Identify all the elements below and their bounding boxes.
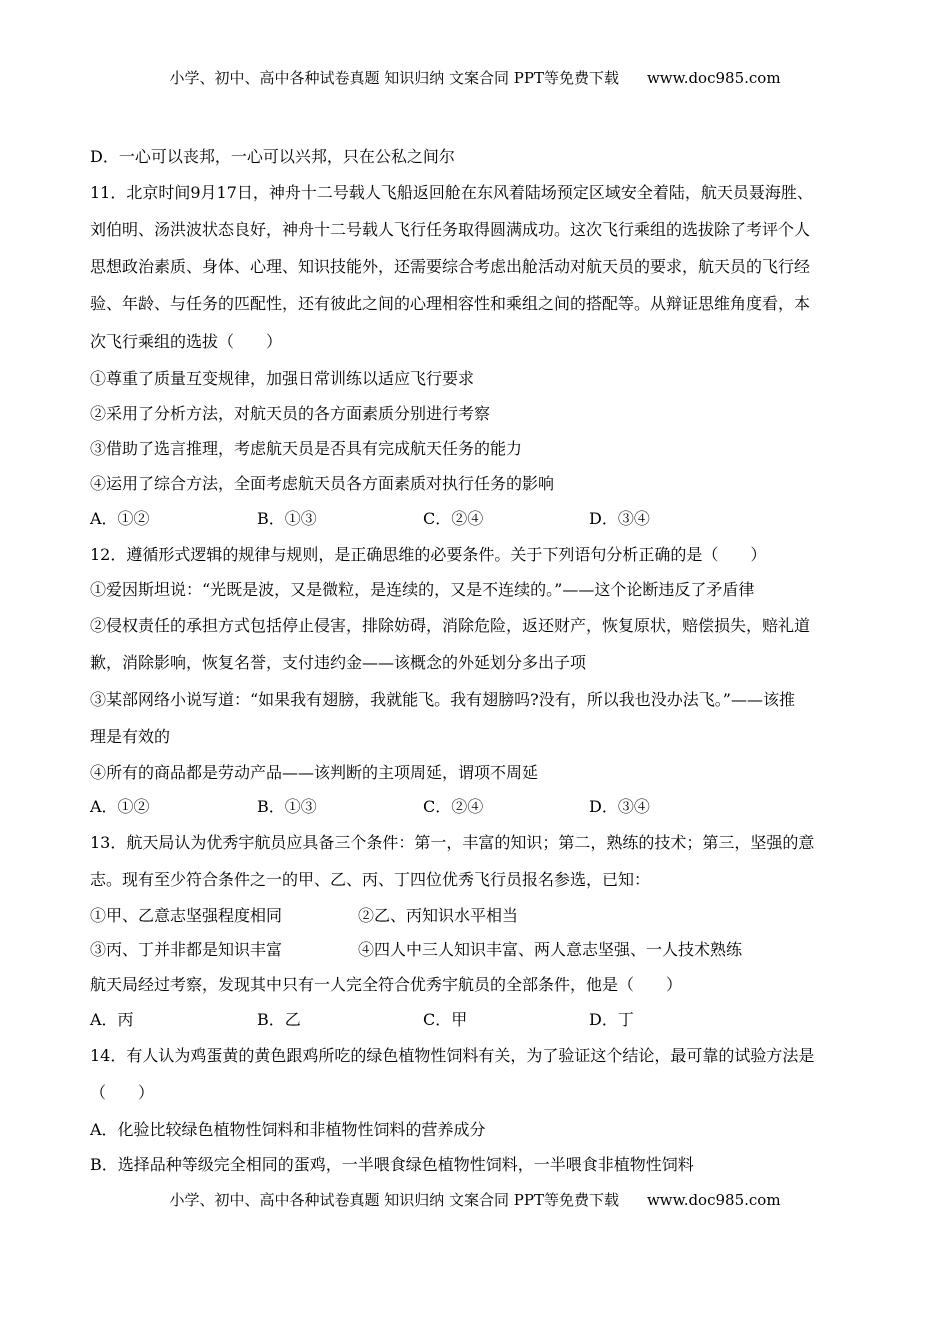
q12-option-c[interactable]: C．②④	[423, 797, 484, 816]
q11-stem-line: 验、年龄、与任务的匹配性，还有彼此之间的心理相容性和乘组之间的搭配等。从辩证思维角度看，本	[90, 294, 811, 313]
q12-statement-2: ②侵权责任的承担方式包括停止侵害，排除妨碍，消除危险，返还财产，恢复原状，赔偿损失，赔礼道	[90, 616, 811, 635]
q13-option-b[interactable]: B．乙	[257, 1010, 301, 1029]
footer-text: 小学、初中、高中各种试卷真题 知识归纳 文案合同 PPT等免费下载	[169, 1191, 619, 1209]
q11-stem-line: 刘伯明、汤洪波状态良好，神舟十二号载人飞行任务取得圆满成功。这次飞行乘组的选拔除了考评个人	[90, 220, 811, 239]
q12-options	[90, 797, 790, 817]
q11-statement-1: ①尊重了质量互变规律，加强日常训练以适应飞行要求	[90, 369, 475, 388]
q14-stem-line: （ ）	[90, 1083, 155, 1102]
q12-statement-3-cont: 理是有效的	[90, 727, 171, 746]
q12-stem-line: 12．遵循形式逻辑的规律与规则，是正确思维的必要条件。关于下列语句分析正确的是（ ）	[90, 545, 767, 564]
q12-statement-4: ④所有的商品都是劳动产品——该判断的主项周延，谓项不周延	[90, 763, 539, 782]
q13-question: 航天局经过考察，发现其中只有一人完全符合优秀宇航员的全部条件，他是（ ）	[90, 975, 683, 994]
q11-stem-line: 思想政治素质、身体、心理、知识技能外，还需要综合考虑出舱活动对航天员的要求，航天员的飞行经	[90, 257, 811, 276]
q14-option-b[interactable]: B．选择品种等级完全相同的蛋鸡，一半喂食绿色植物性饲料，一半喂食非植物性饲料	[90, 1155, 694, 1174]
q11-statement-2: ②采用了分析方法，对航天员的各方面素质分别进行考察	[90, 404, 491, 423]
q14-option-a[interactable]: A．化验比较绿色植物性饲料和非植物性饲料的营养成分	[90, 1120, 486, 1139]
q13-options	[90, 1010, 790, 1030]
q11-option-b[interactable]: B．①③	[257, 509, 317, 528]
q11-option-d[interactable]: D．③④	[589, 509, 650, 528]
q12-statement-1: ①爱因斯坦说：“光既是波，又是微粒，是连续的，又是不连续的。”——这个论断违反了矛盾律	[90, 580, 755, 599]
q13-option-d[interactable]: D．丁	[589, 1010, 634, 1029]
q13-condition-1: ①甲、乙意志坚强程度相同	[90, 906, 283, 925]
page-footer	[0, 1190, 950, 1210]
q11-option-a[interactable]: A．①②	[90, 509, 150, 528]
q12-option-b[interactable]: B．①③	[257, 797, 317, 816]
q12-statement-3: ③某部网络小说写道：“如果我有翅膀，我就能飞。我有翅膀吗?没有，所以我也没办法飞。”——该推	[90, 690, 795, 709]
q13-stem-line: 13．航天局认为优秀宇航员应具备三个条件：第一，丰富的知识；第二，熟练的技术；第三，坚强的意	[90, 833, 815, 852]
header-text: 小学、初中、高中各种试卷真题 知识归纳 文案合同 PPT等免费下载	[169, 69, 619, 87]
q13-condition-2: ②乙、丙知识水平相当	[358, 906, 519, 925]
footer-site-link[interactable]: www.doc985.com	[646, 1191, 781, 1209]
q13-stem-line: 志。现有至少符合条件之一的甲、乙、丙、丁四位优秀飞行员报名参选，已知：	[90, 870, 651, 889]
q13-condition-4: ④四人中三人知识丰富、两人意志坚强、一人技术熟练	[358, 940, 743, 959]
q13-option-c[interactable]: C．甲	[423, 1010, 468, 1029]
q12-option-d[interactable]: D．③④	[589, 797, 650, 816]
q11-stem-line: 11．北京时间9月17日，神舟十二号载人飞船返回舱在东风着陆场预定区域安全着陆，航天员聂海胜、	[90, 183, 813, 202]
q13-conditions-row-2	[90, 940, 790, 960]
q12-statement-2-cont: 歉，消除影响，恢复名誉，支付违约金——该概念的外延划分多出子项	[90, 653, 587, 672]
q13-option-a[interactable]: A．丙	[90, 1010, 134, 1029]
q11-stem-line: 次飞行乘组的选拔（ ）	[90, 332, 283, 351]
q12-option-a[interactable]: A．①②	[90, 797, 150, 816]
q14-stem-line: 14．有人认为鸡蛋黄的黄色跟鸡所吃的绿色植物性饲料有关，为了验证这个结论，最可靠的试验方法是	[90, 1046, 815, 1065]
q11-option-c[interactable]: C．②④	[423, 509, 484, 528]
header-site-link[interactable]: www.doc985.com	[646, 69, 781, 87]
option-d-prev: D．一心可以丧邦，一心可以兴邦，只在公私之间尔	[90, 147, 455, 166]
page-header	[0, 68, 950, 88]
q11-statement-3: ③借助了选言推理，考虑航天员是否具有完成航天任务的能力	[90, 439, 523, 458]
q11-options	[90, 509, 790, 529]
q11-statement-4: ④运用了综合方法，全面考虑航天员各方面素质对执行任务的影响	[90, 474, 555, 493]
q13-condition-3: ③丙、丁并非都是知识丰富	[90, 940, 283, 959]
q13-conditions-row-1	[90, 906, 790, 926]
